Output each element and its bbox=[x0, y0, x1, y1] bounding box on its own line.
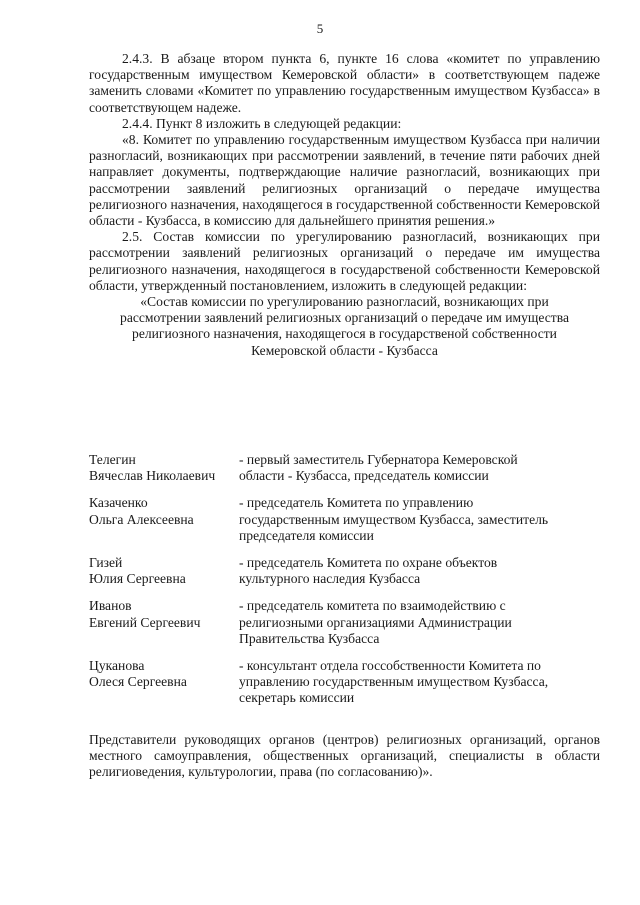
member-row bbox=[89, 495, 600, 544]
paragraph-2-4-4: 2.4.4. Пункт 8 изложить в следующей редакции: bbox=[122, 115, 402, 131]
member-row bbox=[89, 555, 600, 587]
heading-line: «Состав комиссии по урегулированию разногласий, возникающих при bbox=[140, 294, 549, 310]
body-text bbox=[89, 51, 600, 359]
member-name bbox=[89, 452, 239, 484]
member-role bbox=[239, 598, 600, 647]
role-line: секретарь комиссии bbox=[239, 690, 355, 706]
member-name bbox=[89, 658, 239, 707]
closing-paragraph: Представители руководящих органов (центров) религиозных организаций, органов местного самоуправления, общественных организаций, специалисты в области религиоведения, культурологии, права (по согласованию)». bbox=[89, 732, 600, 780]
member-row bbox=[89, 658, 600, 707]
member-surname: Телегин bbox=[89, 452, 136, 467]
heading-line: Кемеровской области - Кузбасса bbox=[251, 342, 438, 358]
member-role bbox=[239, 452, 600, 484]
member-role bbox=[239, 658, 600, 707]
member-surname: Гизей bbox=[89, 555, 123, 571]
member-surname: Казаченко bbox=[89, 495, 148, 511]
member-role bbox=[239, 495, 600, 544]
role-line: - председатель комитета по взаимодействию с bbox=[239, 598, 506, 614]
role-line: управлению государственным имуществом Кузбасса, bbox=[239, 674, 549, 690]
member-role bbox=[239, 555, 600, 587]
member-name bbox=[89, 495, 239, 544]
member-surname: Иванов bbox=[89, 598, 132, 614]
heading-line: религиозного назначения, находящегося в государственой собственности bbox=[132, 326, 557, 342]
commission-members bbox=[89, 452, 600, 718]
member-surname: Цуканова bbox=[89, 658, 145, 674]
paragraph-point-8: «8. Комитет по управлению государственным имуществом Кузбасса при наличии разногласий, возникающих при рассмотрении заявлений, в течение пяти рабочих дней направляет документы, подтверждающие наличие разногласий, возникающих при рассмотрении заявлений религиозных организаций о передаче имущества религиозного назначения, находящегося в государственной собственности Кемеровской области - Кузбасса, в комиссию для дальнейшего принятия решения.» bbox=[89, 132, 600, 229]
role-line: религиозными организациями Администрации bbox=[239, 614, 512, 630]
paragraph-2-5: 2.5. Состав комиссии по урегулированию разногласий, возникающих при рассмотрении заявлений религиозных организаций о передаче им имущества религиозного назначения, находящегося в государственой собственности Кемеровской области, утвержденный постановлением, изложить в следующей редакции: bbox=[89, 229, 600, 293]
member-given-name: Вячеслав Николаевич bbox=[89, 468, 216, 484]
member-given-name: Олеся Сергеевна bbox=[89, 674, 187, 690]
page-number: 5 bbox=[316, 21, 324, 36]
role-line: государственным имуществом Кузбасса, заместитель bbox=[239, 511, 549, 527]
role-line: области - Кузбасса, председатель комиссии bbox=[239, 468, 489, 484]
heading-line: рассмотрении заявлений религиозных организаций о передаче им имущества bbox=[120, 310, 569, 326]
role-line: - консультант отдела госсобственности Комитета по bbox=[239, 658, 541, 674]
member-name bbox=[89, 598, 239, 647]
member-given-name: Евгений Сергеевич bbox=[89, 614, 201, 630]
member-row bbox=[89, 452, 600, 484]
member-row bbox=[89, 598, 600, 647]
member-name bbox=[89, 555, 239, 587]
role-line: - председатель Комитета по охране объектов bbox=[239, 555, 498, 571]
role-line: - первый заместитель Губернатора Кемеровской bbox=[239, 452, 518, 467]
paragraph-2-4-3: 2.4.3. В абзаце втором пункта 6, пункте 16 слова «комитет по управлению государственным имуществом Кемеровской области» в соответствующем падеже заменить словами «Комитет по управлению государственным имуществом Кузбасса» в соответствующем надеже. bbox=[89, 51, 600, 115]
commission-heading bbox=[89, 294, 600, 359]
role-line: культурного наследия Кузбасса bbox=[239, 571, 421, 587]
member-given-name: Юлия Сергеевна bbox=[89, 571, 186, 587]
member-given-name: Ольга Алексеевна bbox=[89, 511, 194, 527]
role-line: - председатель Комитета по управлению bbox=[239, 495, 474, 511]
role-line: Правительства Кузбасса bbox=[239, 630, 380, 646]
role-line: председателя комиссии bbox=[239, 527, 374, 543]
